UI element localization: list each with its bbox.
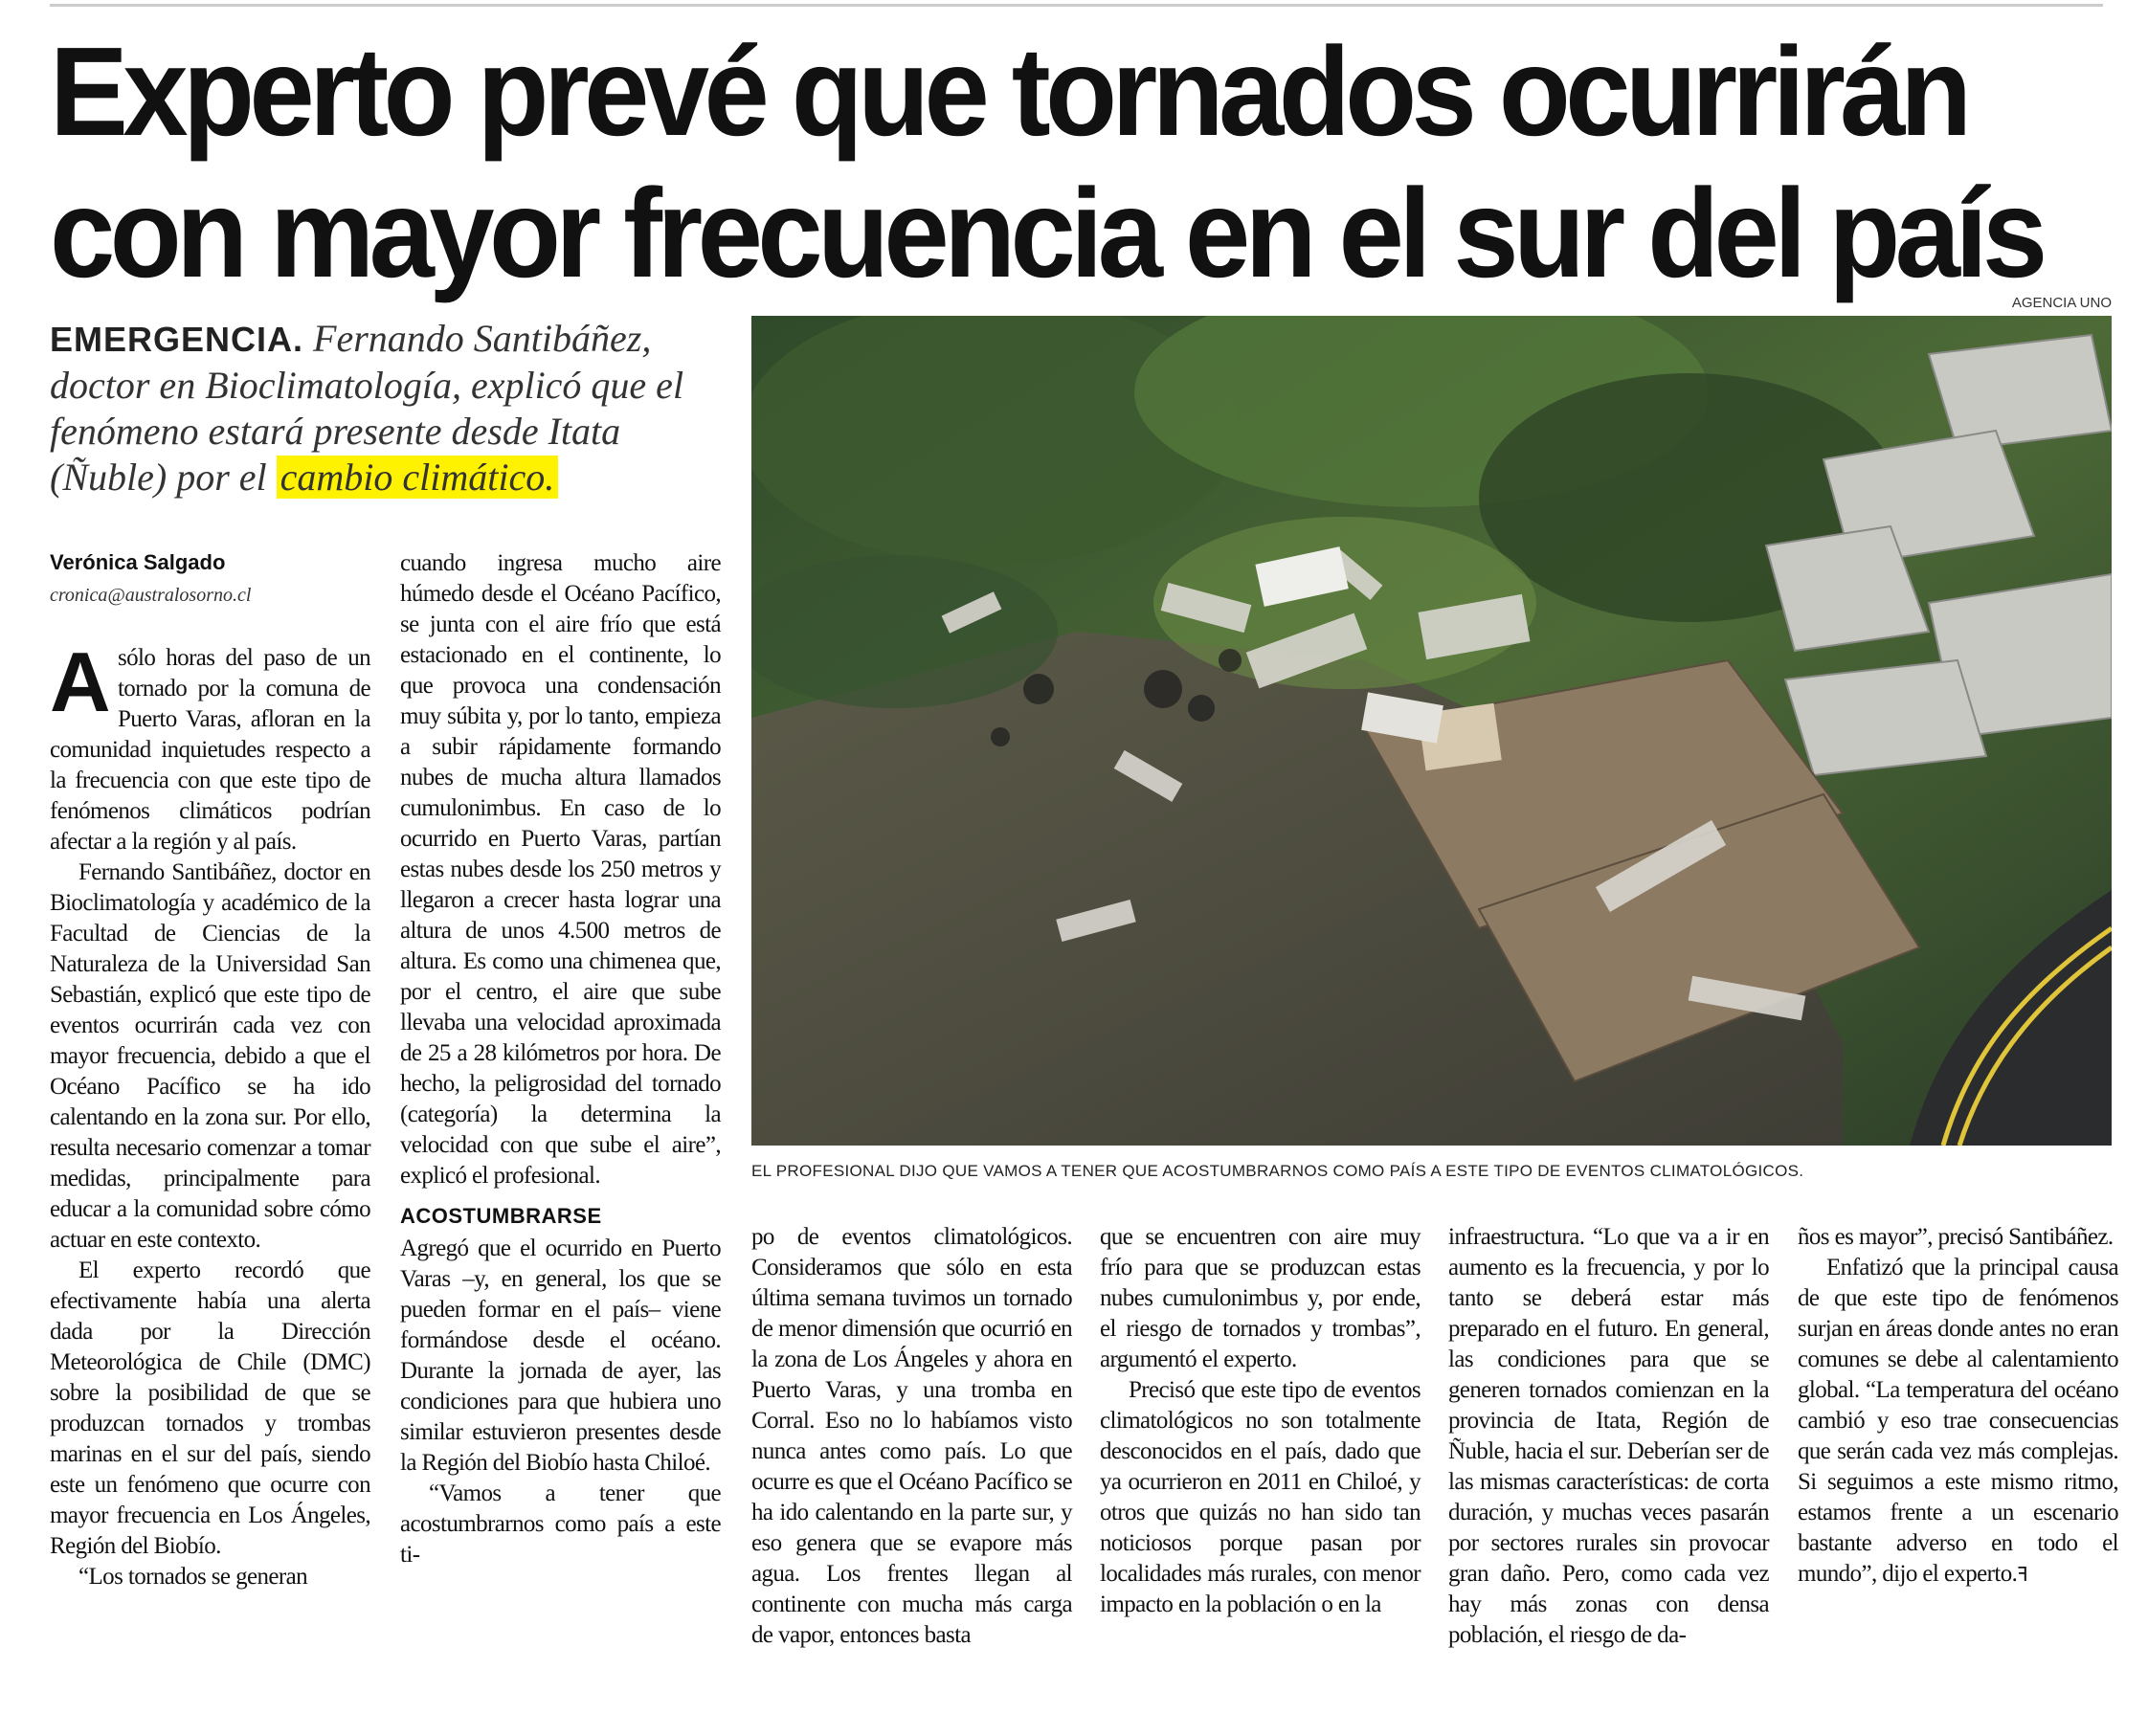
paragraph xyxy=(1798,1253,2118,1590)
top-rule xyxy=(50,4,2103,7)
article-column-4 xyxy=(1100,1222,1421,1620)
photo-credit: AGENCIA UNO xyxy=(2011,295,2112,311)
paragraph: Asólo horas del paso de un tornado por la comuna de Puerto Varas, afloran en la comunidad inquietudes respecto a la frecuencia con que este tipo de fenómenos climáticos podrían afectar a la región y al país. xyxy=(50,634,370,855)
headline xyxy=(50,21,2043,304)
paragraph: infraestructura. “Lo que va a ir en aumento es la frecuencia, y por lo tanto se deberá estar más preparado en el futuro. En general, las condiciones para que se generen tornados comienzan en la provincia de Itata, Región de Ñuble, hacia el sur. Deberían ser de las mismas características: de corta duración, y muchas veces pasarán por sectores rurales sin provocar gran daño. Pero, como cada vez hay más zonas con densa población, el riesgo de da- xyxy=(1448,1224,1769,1648)
author-email: cronica@australosorno.cl xyxy=(50,585,252,606)
byline xyxy=(50,550,366,607)
paragraph: ños es mayor”, precisó Santibáñez. xyxy=(1798,1224,2114,1250)
lead-summary xyxy=(50,316,720,501)
author-name: Verónica Salgado xyxy=(50,550,226,574)
paragraph: Fernando Santibáñez, doctor en Bioclimatología y académico de la Facultad de Ciencias de la Naturaleza de la Universidad San Sebastián, explicó que este tipo de eventos ocurrirán cada vez con mayor frecuencia, debido a que el Océano Pacífico se ha ido calentando en la zona sur. Por ello, resulta necesario comenzar a tomar medidas, principalmente para educar a la comunidad sobre cómo actuar en este contexto. xyxy=(50,859,370,1253)
paragraph: cuando ingresa mucho aire húmedo desde el Océano Pacífico, se junta con el aire frío que está estacionado en el continente, lo que provoca una condensación muy súbita y, por lo tanto, empieza a subir rápidamente formando nubes de mucha altura llamados cumulonimbus. En caso de lo ocurrido en Puerto Varas, partían estas nubes desde los 250 metros y llegaron a crecer hasta lograr una altura de unos 4.500 metros de altura. Es como una chimenea que, por el centro, el aire que sube llevaba una velocidad aproximada de 25 a 28 kilómetros por hora. De hecho, la peligrosidad del tornado (categoría) la determina la velocidad con que sube el aire”, explicó el profesional. xyxy=(400,550,721,1189)
paragraph: Precisó que este tipo de eventos climatológicos no son totalmente desconocidos en el país, dado que ya ocurrieron en 2011 en Chiloé, y otros que quizás no han sido tan noticiosos porque pasan por localidades más rurales, con menor impacto en la población o en la xyxy=(1100,1377,1421,1617)
paragraph: po de eventos climatológicos. Consideramos que sólo en esta última semana tuvimos un tornado de menor dimensión que ocurrió en la zona de Los Ángeles y ahora en Puerto Varas, y una tromba en Corral. Eso no lo habíamos visto nunca antes como país. Lo que ocurre es que el Océano Pacífico se ha ido calentando en la parte sur, y eso genera que se evapore más agua. Los frentes llegan al continente con mucha más carga de vapor, entonces basta xyxy=(751,1224,1072,1648)
highlighted-text: cambio climático. xyxy=(277,456,559,499)
article-column-1 xyxy=(50,634,370,1592)
end-mark-icon: ꟻ xyxy=(2017,1563,2028,1586)
article-column-3 xyxy=(751,1222,1072,1651)
section-kicker: EMERGENCIA. xyxy=(50,320,304,359)
article-column-2 xyxy=(400,548,721,1570)
paragraph: El experto recordó que efectivamente había una alerta dada por la Dirección Meteorológica de Chile (DMC) sobre la posibilidad de que se produzcan tornados y trombas marinas en el sur del país, siendo este un fenómeno que ocurre con mayor frecuencia en Los Ángeles, Región del Biobío. xyxy=(50,1257,370,1559)
paragraph: “Los tornados se generan xyxy=(78,1564,307,1590)
photo-caption: EL PROFESIONAL DIJO QUE VAMOS A TENER QUE ACOSTUMBRARNOS COMO PAÍS A ESTE TIPO DE EVENTOS CLIMATOLÓGICOS. xyxy=(751,1162,1804,1180)
subheading: ACOSTUMBRARSE xyxy=(400,1204,602,1228)
paragraph: que se encuentren con aire muy frío para que se produzcan estas nubes cumulonimbus y, por ende, el riesgo de tornados y trombas”, argumentó el experto. xyxy=(1100,1224,1421,1372)
headline-line-1: Experto prevé que tornados ocurrirán xyxy=(50,21,1967,162)
tornado-damage-photo xyxy=(751,316,2112,1146)
paragraph: “Vamos a tener que acostumbrarnos como país a este ti- xyxy=(400,1480,721,1568)
article-column-5 xyxy=(1448,1222,1769,1651)
paragraph: Agregó que el ocurrido en Puerto Varas –y, en general, los que se pueden formar en el país– viene formándose desde el océano. Durante la jornada de ayer, las condiciones para que hubiera uno similar estuvieron presentes desde la Región del Biobío hasta Chiloé. xyxy=(400,1235,721,1476)
headline-line-2: con mayor frecuencia en el sur del país xyxy=(50,163,2043,303)
paragraph-text: Enfatizó que la principal causa de que este tipo de fenómenos surjan en áreas donde antes no eran comunes se debe al calentamiento global. “La temperatura del océano cambió y eso trae consecuencias que serán cada vez más complejas. Si seguimos a este mismo ritmo, estamos frente a un escenario bastante adverso en todo el mundo”, dijo el experto. xyxy=(1798,1255,2118,1587)
article-column-6 xyxy=(1798,1222,2118,1590)
lead-text: Fernando Santibáñez, doctor en Bioclimatología, explicó que el fenómeno estará presente desde Itata (Ñuble) por el xyxy=(50,317,684,499)
